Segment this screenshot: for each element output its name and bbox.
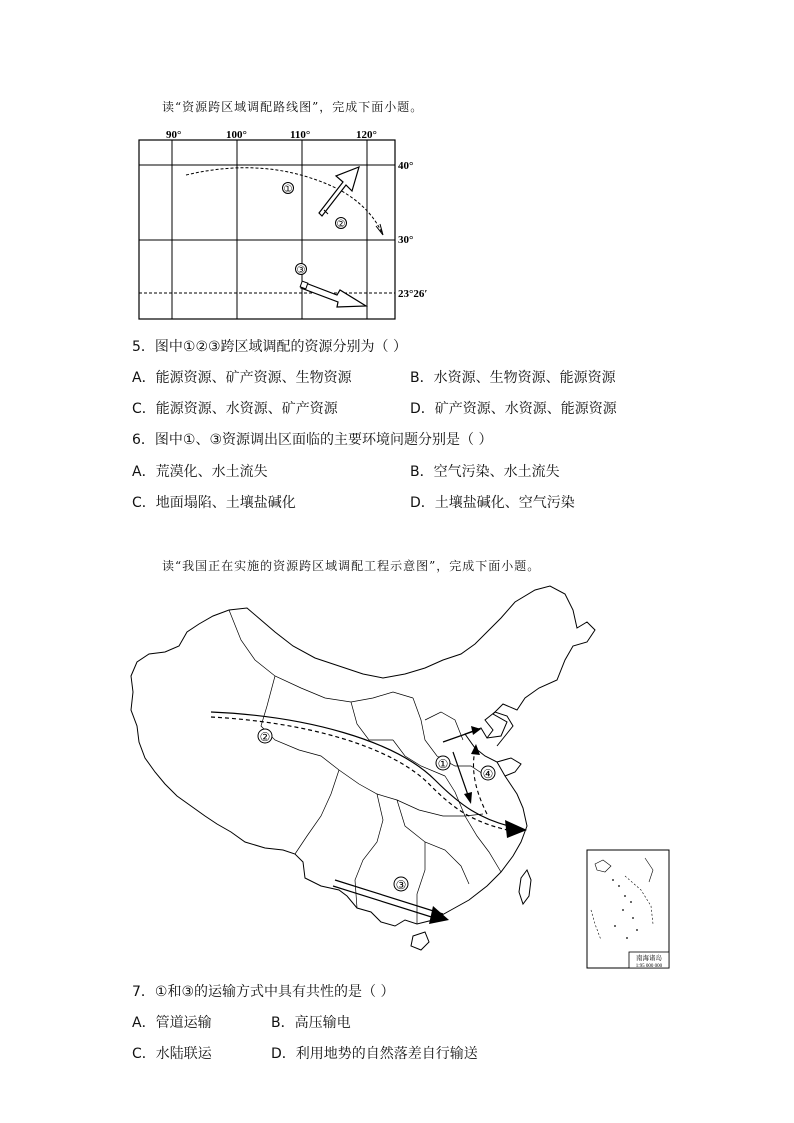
map-frame	[139, 140, 395, 319]
china-resource-transfer-map	[125, 580, 675, 975]
q5-option-d[interactable]: D．矿产资源、水资源、能源资源	[410, 401, 617, 417]
q7-option-b[interactable]: B．高压输电	[271, 1015, 351, 1031]
lon-label-120: 120°	[356, 129, 377, 141]
intro-map1: 读“资源跨区域调配路线图”，完成下面小题。	[162, 100, 424, 114]
lon-label-100: 100°	[226, 129, 247, 141]
route-3-arrowhead	[429, 906, 449, 924]
map2-marker-3: ③	[395, 878, 407, 892]
marker-2: ②	[336, 219, 346, 230]
shandong-coast	[497, 758, 521, 776]
resource-route-map	[130, 125, 450, 325]
map2-marker-4: ④	[482, 767, 494, 781]
china-outline	[131, 586, 595, 926]
route-1-arrow-down	[453, 752, 469, 798]
question-5-stem: 5．图中①②③跨区域调配的资源分别为（ ）	[132, 339, 408, 355]
q5-option-a[interactable]: A．能源资源、矿产资源、生物资源	[132, 370, 352, 386]
inset-title: 南海诸岛	[636, 955, 662, 962]
question-7-stem: 7．①和③的运输方式中具有共性的是（ ）	[132, 984, 395, 1000]
route-1-arrow-ne-head	[471, 726, 481, 735]
marker-1: ①	[283, 184, 293, 195]
lat-label-30: 30°	[398, 234, 414, 246]
route-3-arrow	[300, 281, 366, 307]
intro-map2: 读“我国正在实施的资源跨区域调配工程示意图”，完成下面小题。	[162, 559, 541, 573]
question-6-stem: 6．图中①、③资源调出区面临的主要环境问题分别是（ ）	[132, 432, 493, 448]
route-4-arrowhead	[471, 744, 480, 755]
q5-option-c[interactable]: C．能源资源、水资源、矿产资源	[132, 401, 338, 417]
south-china-sea-inset	[587, 850, 669, 969]
map2-marker-1: ①	[437, 757, 449, 771]
route-3-line-a	[335, 880, 443, 914]
q7-option-d[interactable]: D．利用地势的自然落差自行输送	[271, 1046, 478, 1062]
q5-option-b[interactable]: B．水资源、生物资源、能源资源	[410, 370, 616, 386]
map2-marker-2: ②	[259, 730, 271, 744]
route-1-arrow-down-head	[464, 792, 472, 804]
q6-option-b[interactable]: B．空气污染、水土流失	[410, 464, 560, 480]
hainan	[411, 932, 429, 950]
route-2-solid	[211, 712, 517, 828]
lon-label-90: 90°	[166, 129, 182, 141]
inset-scale: 1:95 000 000	[635, 964, 663, 969]
route-1-arrowhead	[376, 224, 383, 235]
q6-option-c[interactable]: C．地面塌陷、土壤盐碱化	[132, 495, 296, 511]
route-2-dashed	[211, 717, 517, 832]
q6-option-a[interactable]: A．荒漠化、水土流失	[132, 464, 268, 480]
route-2-arrow	[319, 167, 359, 216]
route-3-line-b	[333, 886, 441, 920]
taiwan	[519, 870, 531, 904]
q7-option-a[interactable]: A．管道运输	[132, 1015, 212, 1031]
lon-label-110: 110°	[290, 129, 311, 141]
marker-3: ③	[296, 265, 306, 276]
q6-option-d[interactable]: D．土壤盐碱化、空气污染	[410, 495, 575, 511]
route-4-dashed	[474, 750, 488, 814]
lat-label-40: 40°	[398, 160, 414, 172]
lat-label-2326: 23°26′	[398, 288, 428, 300]
province-borders	[229, 610, 501, 924]
q7-option-c[interactable]: C．水陆联运	[132, 1046, 212, 1062]
